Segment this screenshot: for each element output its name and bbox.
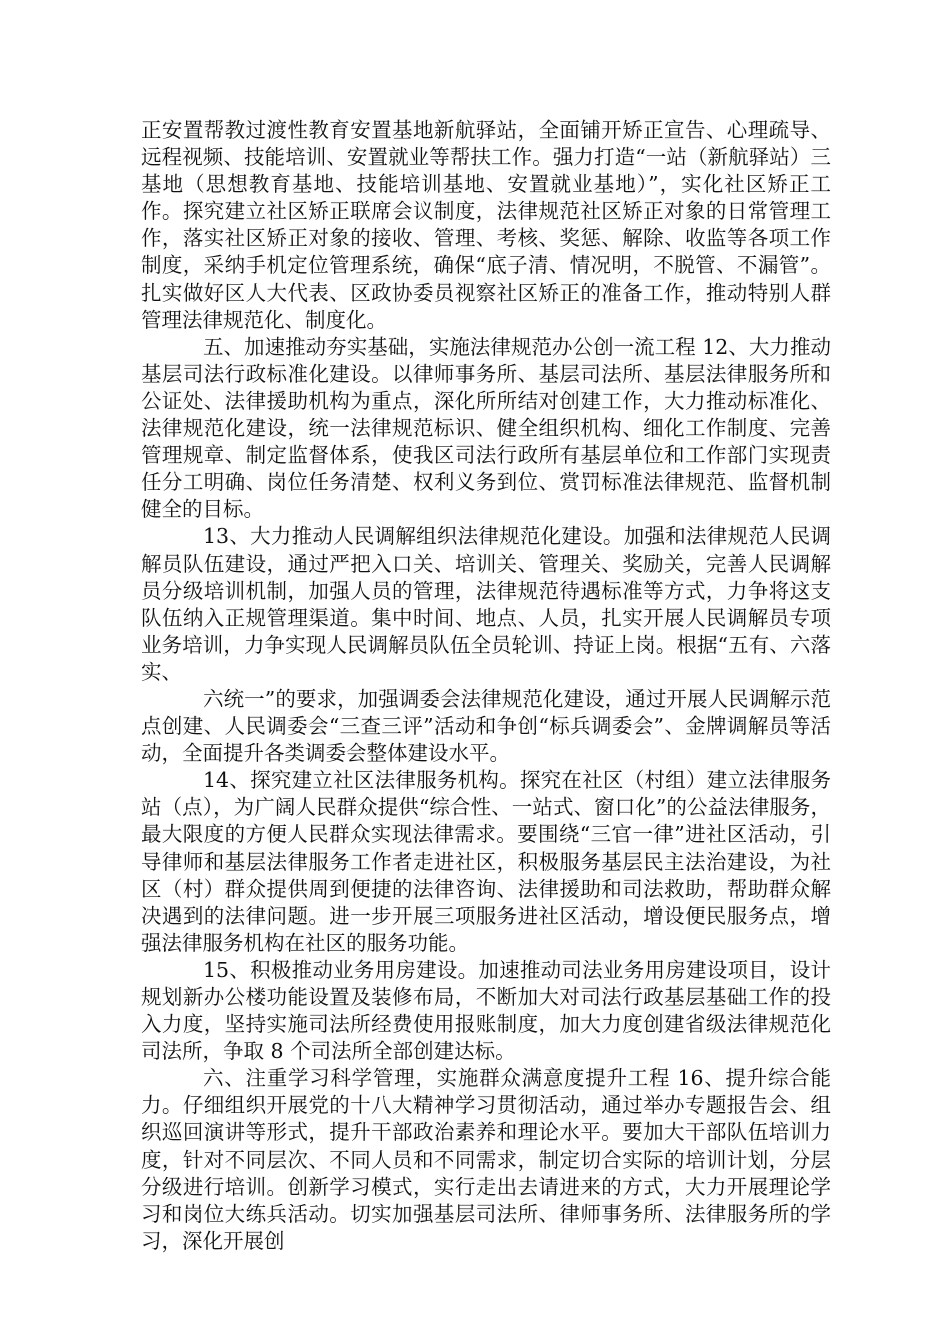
paragraph-1: 正安置帮教过渡性教育安置基地新航驿站，全面铺开矫正宣告、心理疏导、远程视频、技能培训、安置就业等帮扶工作。强力打造“一站（新航驿站）三基地（思想教育基地、技能培训基地、安置就业基地）”，实化社区矫正工作。探究建立社区矫正联席会议制度，法律规范社区矫正对象的日常管理工作，落实社区矫正对象的接收、管理、考核、奖惩、解除、收监等各项工作制度，采纳手机定位管理系统，确保“底子清、情况明，不脱管、不漏管”。扎实做好区人大代表、区政协委员视察社区矫正的准备工作，推动特别人群管理法律规范化、制度化。 (141, 118, 831, 332)
paragraph-7: 六、注重学习科学管理，实施群众满意度提升工程 16、提升综合能力。仔细组织开展党的十八大精神学习贯彻活动，通过举办专题报告会、组织巡回演讲等形式，提升干部政治素养和理论水平。要加大干部队伍培训力度，针对不同层次、不同人员和不同需求，制定切合实际的培训计划，分层分级进行培训。创新学习模式，实行走出去请进来的方式，大力开展理论学习和岗位大练兵活动。切实加强基层司法所、律师事务所、法律服务所的学习，深化开展创 (141, 1066, 831, 1253)
paragraph-2: 五、加速推动夯实基础，实施法律规范办公创一流工程 12、大力推动基层司法行政标准化建设。以律师事务所、基层司法所、基层法律服务所和公证处、法律援助机构为重点，深化所所结对创建工作，大力推动标准化、法律规范化建设，统一法律规范标识、健全组织机构、细化工作制度、完善管理规章、制定监督体系，使我区司法行政所有基层单位和工作部门实现责任分工明确、岗位任务清楚、权利义务到位、赏罚标准法律规范、监督机制健全的目标。 (141, 334, 831, 522)
paragraph-4: 六统一”的要求，加强调委会法律规范化建设，通过开展人民调解示范点创建、人民调委会“三查三评”活动和争创“标兵调委会”、金牌调解员等活动，全面提升各类调委会整体建设水平。 (141, 686, 831, 766)
document-page (141, 117, 831, 1255)
paragraph-6: 15、积极推动业务用房建设。加速推动司法业务用房建设项目，设计规划新办公楼功能设置及装修布局，不断加大对司法行政基层基础工作的投入力度，坚持实施司法所经费使用报账制度，加大力度创建省级法律规范化司法所，争取 8 个司法所全部创建达标。 (141, 957, 831, 1064)
paragraph-5: 14、探究建立社区法律服务机构。探究在社区（村组）建立法律服务站（点），为广阔人民群众提供“综合性、一站式、窗口化”的公益法律服务，最大限度的方便人民群众实现法律需求。要围绕“三官一律”进社区活动，引导律师和基层法律服务工作者走进社区，积极服务基层民主法治建设，为社区（村）群众提供周到便捷的法律咨询、法律援助和司法救助，帮助群众解决遇到的法律问题。进一步开展三项服务进社区活动，增设便民服务点，增强法律服务机构在社区的服务功能。 (141, 768, 831, 955)
paragraph-3: 13、大力推动人民调解组织法律规范化建设。加强和法律规范人民调解员队伍建设，通过严把入口关、培训关、管理关、奖励关，完善人民调解员分级培训机制，加强人员的管理，法律规范待遇标准等方式，力争将这支队伍纳入正规管理渠道。集中时间、地点、人员，扎实开展人民调解员专项业务培训，力争实现人民调解员队伍全员轮训、持证上岗。根据“五有、六落实、 (141, 524, 831, 684)
